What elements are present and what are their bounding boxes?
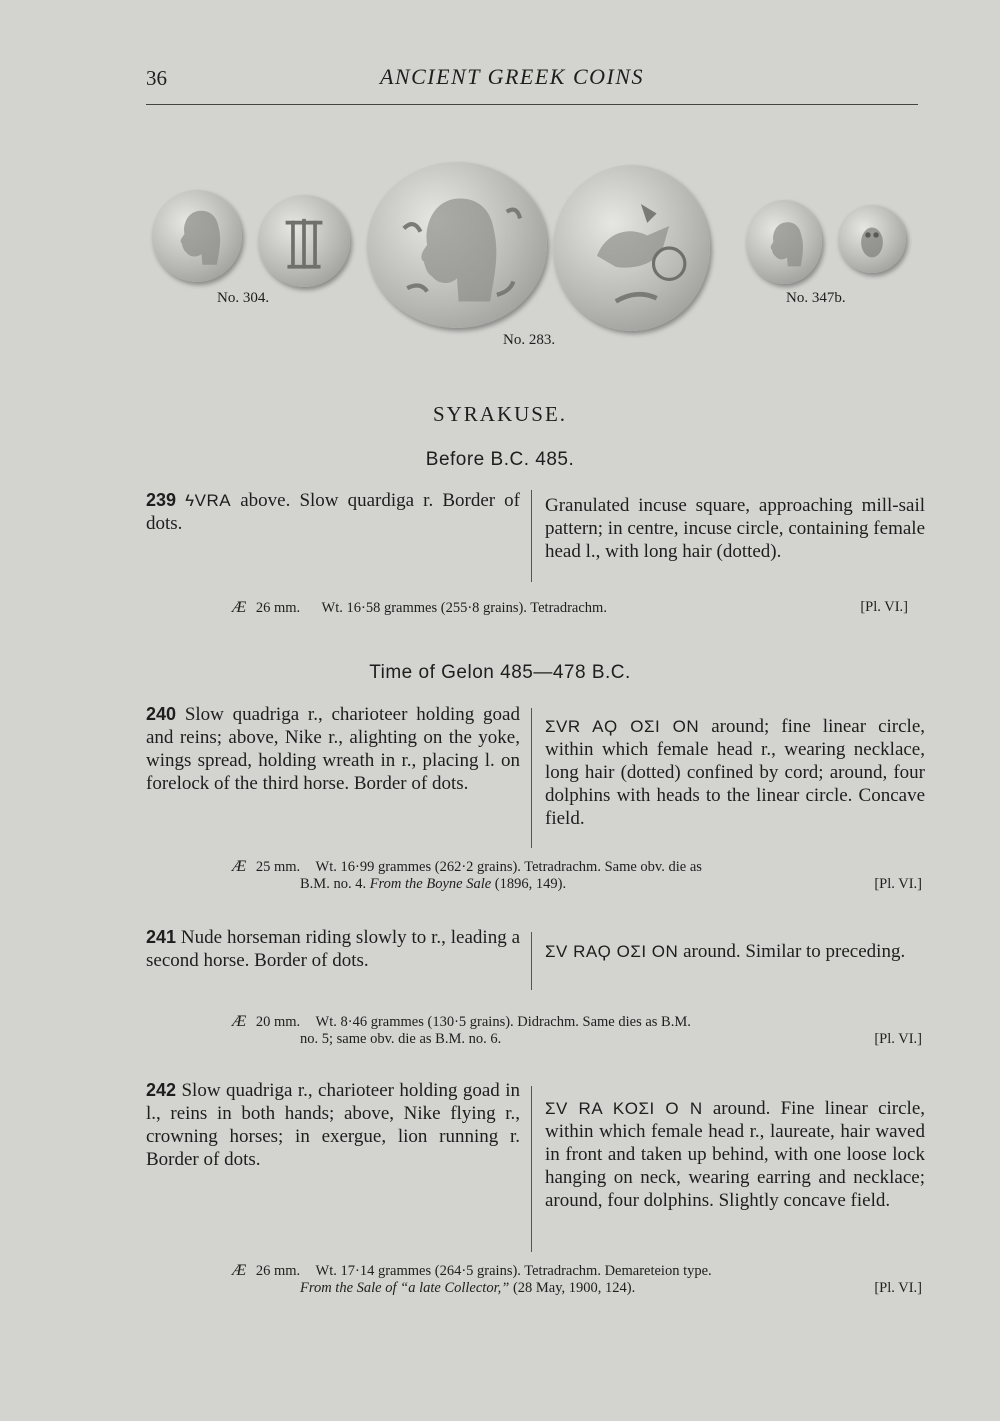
coin-size: 20 mm. bbox=[255, 1014, 301, 1030]
obverse-description: Slow quadriga r., charioteer holding goad in l., reins in both hands; above, Nike flying r., crowning horses; in exergue, lion running r. Border of dots. bbox=[146, 1080, 520, 1170]
plate-reference: [Pl. VI.] bbox=[874, 876, 922, 892]
period-heading-before-485: Before B.C. 485. bbox=[425, 449, 575, 470]
entry-241-details bbox=[232, 1013, 922, 1048]
metal-symbol: Æ bbox=[232, 1013, 247, 1030]
metal-symbol: Æ bbox=[232, 1262, 247, 1279]
coin-347b-obverse-image bbox=[746, 200, 822, 284]
coin-caption-283: No. 283. bbox=[503, 332, 556, 348]
column-divider bbox=[531, 1086, 532, 1252]
coin-weight-denomination: Wt. 16·58 grammes (255·8 grains). Tetradrachm. bbox=[321, 600, 607, 616]
entry-242-obverse bbox=[146, 1079, 520, 1171]
coin-304-obverse-image bbox=[152, 190, 242, 282]
column-divider bbox=[531, 932, 532, 990]
coin-weight-denomination: Wt. 17·14 grammes (264·5 grains). Tetradrachm. Demareteion type. bbox=[315, 1263, 712, 1279]
reverse-description: around; fine linear circle, within which female head r., wearing necklace, long hair (dotted) confined by cord; around, four dolphins with heads to the linear circle. Concave field. bbox=[545, 716, 925, 829]
obverse-description: Nude horseman riding slowly to r., leading a second horse. Border of dots. bbox=[146, 927, 520, 971]
provenance: From the Sale of “a late Collector,” bbox=[300, 1280, 510, 1296]
coin-size: 26 mm. bbox=[255, 1263, 301, 1279]
coin-die-reference: no. 5; same obv. die as B.M. no. 6. bbox=[300, 1031, 502, 1047]
obverse-legend: ϟVRA bbox=[185, 491, 232, 510]
entry-number: 241 bbox=[146, 927, 177, 947]
reverse-legend: ΣV RAϘ OΣI ON bbox=[545, 942, 679, 961]
plate-reference: [Pl. VI.] bbox=[874, 1031, 922, 1047]
plate-reference: [Pl. VI.] bbox=[860, 599, 908, 615]
coin-weight-denomination: Wt. 16·99 grammes (262·2 grains). Tetradrachm. Same obv. die as bbox=[315, 859, 702, 875]
coin-347b-reverse-image bbox=[838, 205, 906, 273]
metal-symbol: Æ bbox=[232, 599, 247, 616]
reverse-description: around. Fine linear circle, within which female head r., laureate, hair waved in front and taken up behind, with one loose lock hanging on neck, wearing earring and necklace; around, four dolphins. Slightly concave field. bbox=[545, 1098, 926, 1211]
coin-283-reverse-image bbox=[553, 165, 710, 331]
period-heading-gelon: Time of Gelon 485—478 B.C. bbox=[369, 662, 631, 683]
reverse-legend: ΣV RA KOΣI O N bbox=[545, 1099, 703, 1118]
coin-283-obverse-image bbox=[367, 162, 547, 328]
entry-239-reverse: Granulated incuse square, approaching mill-sail pattern; in centre, incuse circle, containing female head l., with long hair (dotted). bbox=[545, 495, 925, 562]
reverse-description: around. Similar to preceding. bbox=[683, 941, 906, 962]
provenance: From the Boyne Sale bbox=[369, 876, 492, 892]
entry-241-obverse bbox=[146, 926, 520, 972]
entry-240-obverse bbox=[146, 703, 520, 795]
entry-242-reverse bbox=[545, 1097, 925, 1212]
section-title: SYRAKUSE. bbox=[432, 402, 568, 426]
coin-size: 25 mm. bbox=[255, 859, 301, 875]
entry-240-reverse bbox=[545, 715, 925, 830]
coin-die-reference: B.M. no. 4. bbox=[300, 876, 367, 892]
reverse-legend: ΣVR AϘ OΣI ON bbox=[545, 717, 700, 736]
header-rule bbox=[146, 104, 918, 105]
entry-number: 242 bbox=[146, 1080, 177, 1100]
running-title: ANCIENT GREEK COINS bbox=[380, 64, 645, 89]
provenance-date: (1896, 149). bbox=[494, 876, 567, 892]
coin-weight-denomination: Wt. 8·46 grammes (130·5 grains). Didrachm. Same dies as B.M. bbox=[315, 1014, 691, 1030]
coin-size: 26 mm. bbox=[255, 600, 301, 616]
metal-symbol: Æ bbox=[232, 858, 247, 875]
page-number: 36 bbox=[146, 66, 167, 90]
entry-number: 240 bbox=[146, 704, 177, 724]
entry-number: 239 bbox=[146, 490, 177, 510]
entry-239-obverse bbox=[146, 489, 520, 535]
entry-241-reverse bbox=[545, 940, 925, 963]
entry-240-details bbox=[232, 858, 922, 893]
column-divider bbox=[531, 708, 532, 848]
coin-caption-304: No. 304. bbox=[217, 290, 270, 306]
obverse-description: Slow quadriga r., charioteer holding goad and reins; above, Nike r., alighting on the yoke, wings spread, holding wreath in r., placing l. on forelock of the third horse. Border of dots. bbox=[146, 704, 520, 794]
coin-caption-347b: No. 347b. bbox=[786, 290, 846, 306]
obverse-description: above. Slow quardiga r. Border of dots. bbox=[146, 490, 521, 534]
entry-239-details bbox=[232, 599, 908, 617]
coin-304-reverse-image bbox=[258, 195, 350, 287]
provenance-date: (28 May, 1900, 124). bbox=[512, 1280, 636, 1296]
entry-242-details bbox=[232, 1262, 922, 1297]
column-divider bbox=[531, 490, 532, 582]
plate-reference: [Pl. VI.] bbox=[874, 1280, 922, 1296]
